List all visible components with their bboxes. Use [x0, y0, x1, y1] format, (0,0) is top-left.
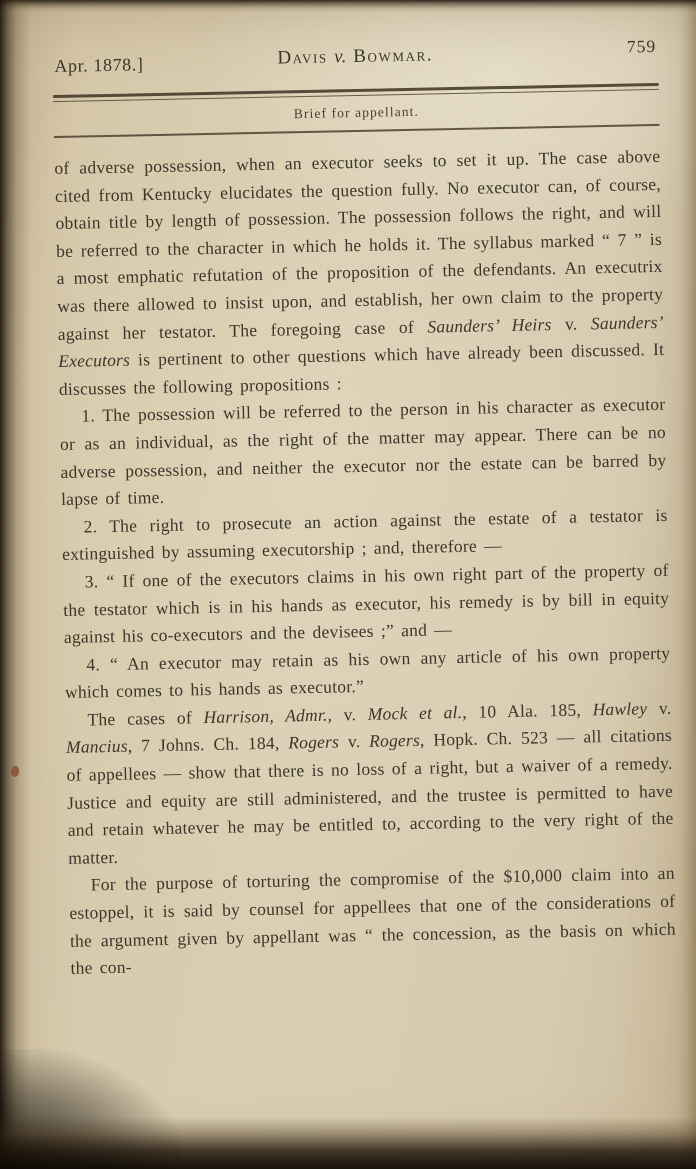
text-run: v. — [338, 731, 370, 752]
text-run: 3. “ If one of the executors claims in his own right part of the property of the testator which is in his hands as executor, his remedy is by bill in equity against his co-executors and the devisees ;” and — — [63, 559, 670, 648]
italic-text-run: Saunders’ Executors — [58, 311, 664, 372]
italic-text-run: Rogers — [288, 731, 340, 753]
paragraph — [54, 143, 665, 403]
text-run: is pertinent to other questions which have already been discussed. It discusses the following propositions : — [58, 339, 665, 399]
italic-text-run: Mancius — [65, 736, 128, 758]
italic-text-run: Hawley — [592, 698, 648, 720]
text-run: The cases of — [87, 707, 204, 730]
page-corner-shadow — [0, 1049, 180, 1169]
italic-text-run: Saunders’ Heirs — [427, 313, 552, 337]
header-date: Apr. 1878.] — [54, 54, 144, 77]
italic-text-run: Harrison, Admr., — [203, 704, 333, 728]
paper-blemish — [11, 766, 19, 777]
case-party-1: Davis — [277, 46, 328, 69]
paragraph — [69, 860, 677, 983]
page-edge-right — [678, 0, 696, 1169]
section-caption: Brief for appellant. — [293, 103, 420, 122]
header-rule — [53, 83, 659, 102]
paragraph — [62, 557, 670, 652]
text-run: , Hopk. Ch. 523 — all citations of appellees — show that there is no loss of a right, but a waiver of a remedy. Justice and equity are still administered, and the trustee is permitted to have and retain whatever he may be entitled to, according to the very right of the matter. — [66, 725, 674, 868]
text-run: v. — [331, 703, 368, 725]
text-run: v. — [647, 697, 672, 719]
text-run: 1. The possession will be referred to the person in his character as executor or as an individual, as the right of the matter may appear. There can be no adverse possession, and neither the executor nor the estate can be barred by lapse of time. — [59, 394, 667, 510]
text-run: v. — [551, 312, 592, 334]
header-case-title — [52, 40, 658, 74]
page-edge-bottom — [0, 1117, 696, 1169]
page-edge-left — [0, 0, 30, 1169]
page-number: 759 — [626, 35, 657, 57]
caption-rule — [54, 124, 660, 138]
paragraph — [59, 391, 667, 514]
running-header — [52, 35, 658, 80]
case-party-2: Bowmar. — [353, 44, 434, 68]
page-edge-top — [0, 0, 696, 12]
text-run: , 10 Ala. 185, — [461, 699, 593, 722]
text-run: For the purpose of torturing the compromise of the $10,000 claim into an estoppel, it is said by counsel for appellees that one of the considerations of the argument given by appellant was “ the concession, as the basis on which the con- — [69, 863, 677, 979]
paragraph — [65, 695, 674, 873]
text-run: 2. The right to prosecute an action against the estate of a testator is extinguished by assuming executorship ; and, therefore — — [61, 504, 668, 565]
page-content — [52, 35, 677, 983]
body-paragraphs — [54, 143, 676, 983]
text-run: of adverse possession, when an executor seeks to set it up. The case above cited from Kentucky elucidates the question fully. No executor can, of course, obtain title by length of possession. The possession follows the right, and will be referred to the character in which he holds it. The syllabus marked “ 7 ” is a most emphatic refutation of the proposition of the defendants. An executrix was there allowed to insist upon, and establish, her own claim to the property against her testator. The foregoing case of — [54, 145, 664, 344]
italic-text-run: Rogers — [368, 730, 421, 752]
case-versus: v. — [333, 46, 348, 68]
text-run: 4. “ An executor may retain as his own any article of his own property which comes to his hands as executor.” — [64, 642, 671, 703]
text-run: , 7 Johns. Ch. 184, — [127, 732, 289, 757]
italic-text-run: Mock et al. — [367, 701, 463, 724]
